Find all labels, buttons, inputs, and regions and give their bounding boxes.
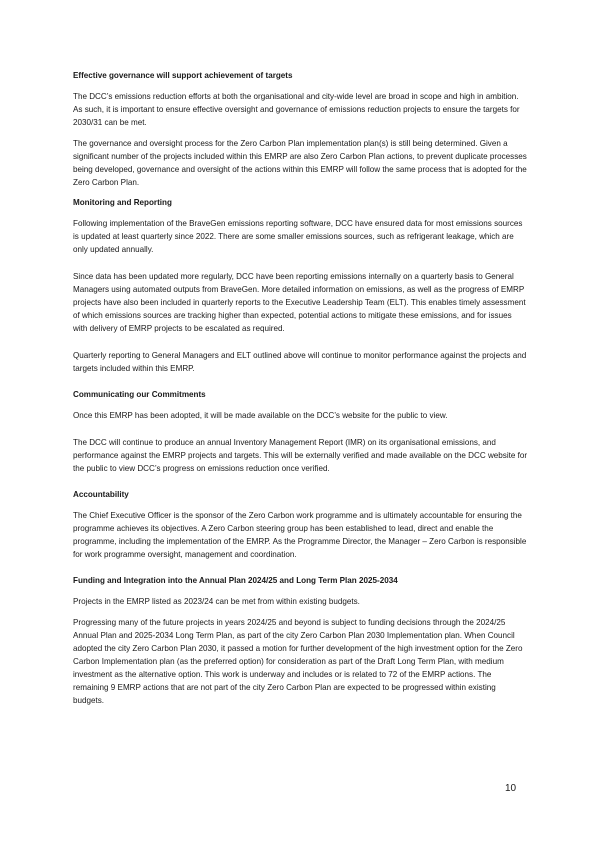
paragraph: The Chief Executive Officer is the sponsor of the Zero Carbon work programme and is ultimately accountable for ensuring the programme achieves its objectives. A Zero Carbon steering group has been established to lead, direct and enable the programme, including the implementation of the EMRP. As the Programme Director, the Manager – Zero Carbon is responsible for work programme oversight, management and coordination. [73,511,527,559]
paragraph: Following implementation of the BraveGen emissions reporting software, DCC have ensured data for most emissions sources is updated at least quarterly since 2022. There are some smaller emissions sources, such as refrigerant leakage, which are only updated annually. [73,219,523,254]
paragraph: Projects in the EMRP listed as 2023/24 can be met from within existing budgets. [73,597,360,606]
heading-communicating-commitments: Communicating our Commitments [73,390,206,399]
paragraph: Quarterly reporting to General Managers and ELT outlined above will continue to monitor performance against the projects and targets included within this EMRP. [73,351,527,373]
heading-accountability: Accountability [73,490,129,499]
paragraph: The DCC will continue to produce an annual Inventory Management Report (IMR) on its organisational emissions, and performance against the EMRP projects and targets. This will be externally verified and made available on the DCC website for the public to view DCC’s progress on emissions reduction once verified. [73,438,528,473]
paragraph: The DCC’s emissions reduction efforts at both the organisational and city-wide level are broad in scope and high in ambition. As such, it is important to ensure effective oversight and governance of emissions reduction projects to ensure the targets for 2030/31 can be met. [73,92,520,127]
paragraph: The governance and oversight process for the Zero Carbon Plan implementation plan(s) is still being determined. Given a significant number of the projects included within this EMRP are also Zero Carbon Plan actions, to prevent duplicate processes being developed, governance and oversight of the actions within this EMRP will follow the same process that is adopted for the Zero Carbon Plan. [73,139,527,187]
page-content [73,70,528,715]
paragraph: Progressing many of the future projects in years 2024/25 and beyond is subject to funding decisions through the 2024/25 Annual Plan and 2025-2034 Long Term Plan, as part of the city Zero Carbon Plan 2030 Implementation plan. When Council adopted the city Zero Carbon Plan 2030, it passed a motion for further development of the high investment option for the Zero Carbon Implementation plan (as the preferred option) for consideration as part of the Draft Long Term Plan, with medium investment as the alternative option. This work is underway and includes or is related to 72 of the EMRP actions. The remaining 9 EMRP actions that are not part of the city Zero Carbon Plan are expected to be progressed within existing budgets. [73,618,523,705]
page-number: 10 [505,783,517,794]
heading-effective-governance: Effective governance will support achievement of targets [73,71,293,80]
heading-monitoring-reporting: Monitoring and Reporting [73,198,172,207]
heading-funding-integration: Funding and Integration into the Annual Plan 2024/25 and Long Term Plan 2025-2034 [73,576,398,585]
paragraph: Once this EMRP has been adopted, it will be made available on the DCC’s website for the public to view. [73,411,448,420]
paragraph: Since data has been updated more regularly, DCC have been reporting emissions internally on a quarterly basis to General Managers using automated outputs from BraveGen. More detailed information on emissions, as well as the progress of EMRP projects have also been included in quarterly reports to the Executive Leadership Team (ELT). This enables timely assessment of which emissions sources are tracking higher than expected, potential actions to mitigate these emissions, and for issues with delivery of EMRP projects to be escalated as required. [73,272,526,333]
